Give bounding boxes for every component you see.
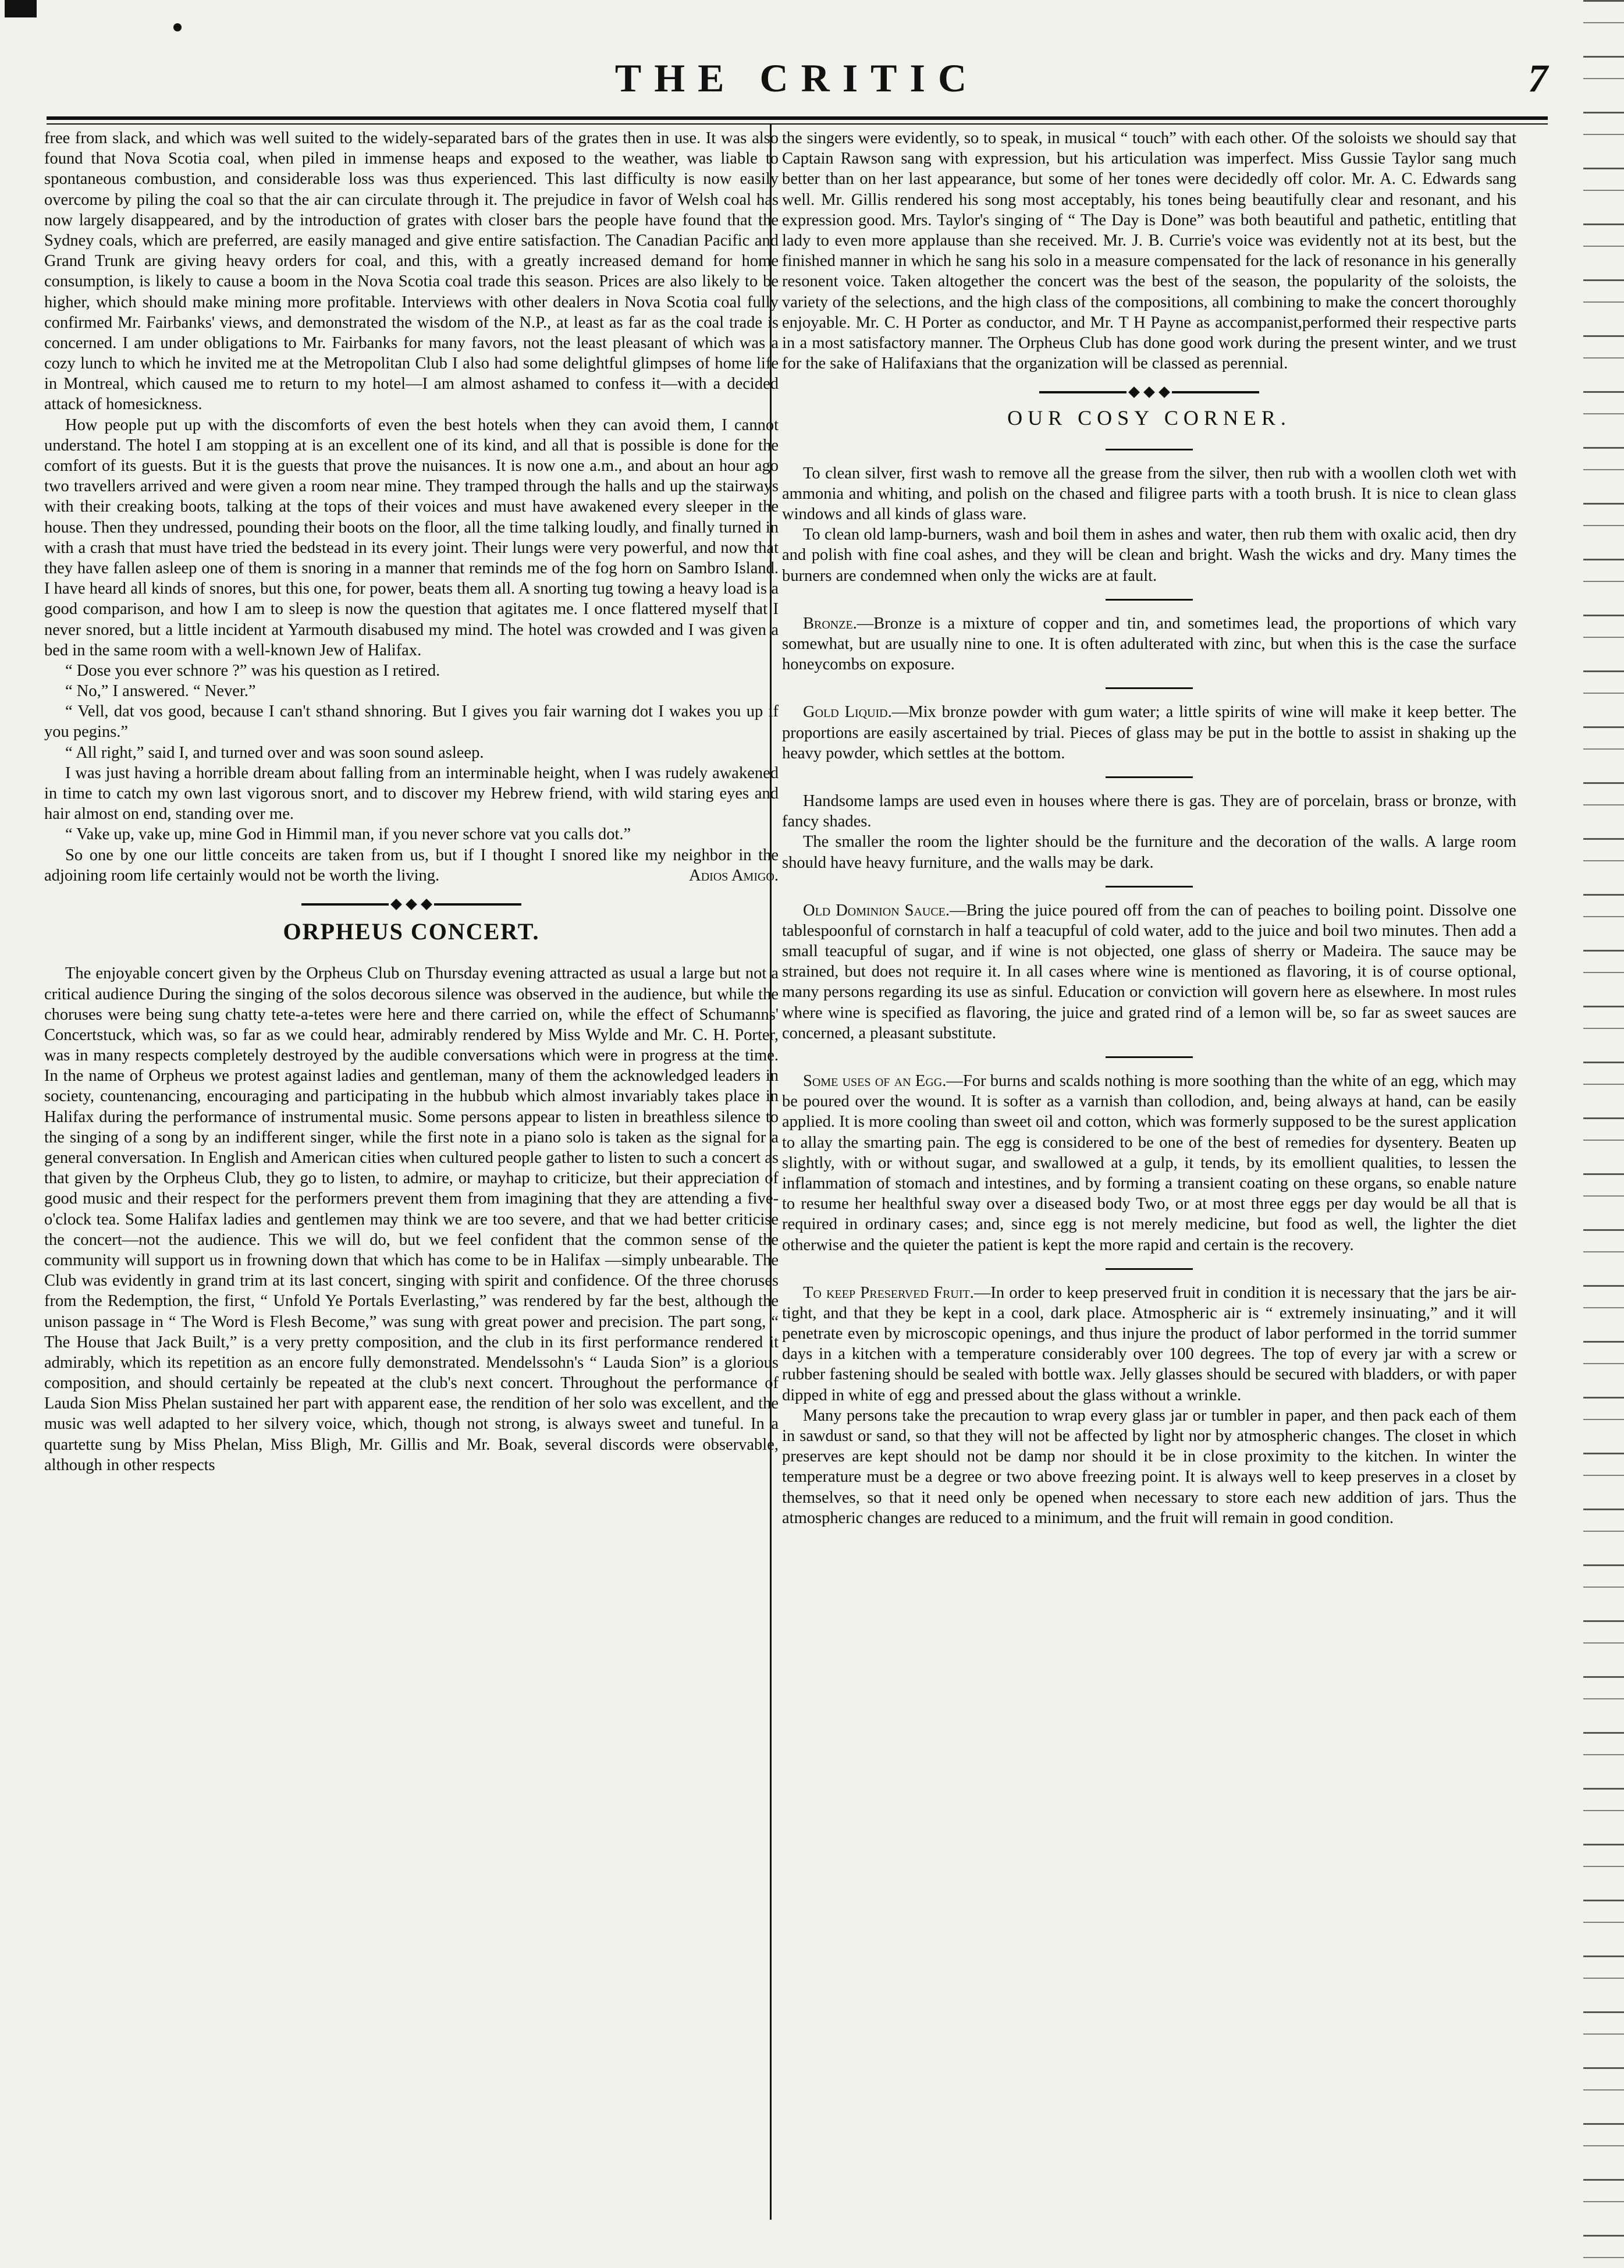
corner-print-mark xyxy=(5,0,37,17)
left-column xyxy=(44,128,779,2223)
masthead xyxy=(47,55,1548,108)
cosy-item-paragraph: The smaller the room the lighter should be the furniture and the decoration of the walls. A large room should have heavy furniture, and the walls may be dark. xyxy=(782,833,1516,872)
cosy-item-lamps-rooms xyxy=(782,791,1516,873)
cosy-item-bronze xyxy=(782,613,1516,675)
cosy-item-lead: To keep Preserved Fruit. xyxy=(803,1283,974,1302)
hotel-letter-closing: So one by one our little conceits are taken from us, but if I thought I snored like my neighbor in the adjoining room life certainly would not be worth the living. xyxy=(44,846,779,885)
cosy-item-paragraph: To clean old lamp-burners, wash and boil them in ashes and water, then rub them with oxalic acid, then dry and polish with fine coal ashes, and they will be clean and bright. Wash the wicks and dry. Many times the burners are condemned when only the wicks are at fault. xyxy=(782,526,1516,585)
orpheus-continuation: the singers were evidently, so to speak, in musical “ touch” with each other. Of the soloists we should say that Captain Rawson sang with expression, but his articulation was imperfect. Miss Gussie Taylor sang much better than on her last appearance, but some of her tones were decidedly off color. Mr. A. C. Edwards sang well. Mr. Gillis rendered his song most acceptably, his tones being beautifully clear and resonant, and his expression good. Mrs. Taylor's singing of “ The Day is Done” was both beautiful and pathetic, entitling that lady to even more applause than she received. Mr. J. B. Currie's voice was evidently not at its best, but the finished manner in which he sang his solo in a measure compensated for the lack of resonance in his generally resonent voice. Taken altogether the concert was the best of the season, the popularity of the soloists, the variety of the selections, and the high class of the compositions, all combining to make the concert thoroughly enjoyable. Mr. C. H Porter as conductor, and Mr. T H Payne as accompanist,performed their respective parts in a most satisfactory manner. The Orpheus Club has done good work during the present winter, and we trust for the sake of Halifaxians that the organization will be classed as perennial. xyxy=(782,129,1516,373)
cosy-item-paragraph xyxy=(782,613,1516,675)
short-rule xyxy=(1106,776,1193,778)
cosy-item-paragraph xyxy=(782,900,1516,1044)
hotel-letter-paragraph: “ No,” I answered. “ Never.” xyxy=(65,682,256,701)
cosy-item-paragraph: To clean silver, first wash to remove all the grease from the silver, then rub with a woollen cloth wet with ammonia and whiting, and polish on the chased and filigree parts with a tooth brush. It is nice to clean glass windows and all kinds of glass ware. xyxy=(782,464,1516,524)
orpheus-concert-heading: ORPHEUS CONCERT. xyxy=(283,918,540,945)
cosy-item-paragraph xyxy=(782,1071,1516,1255)
hotel-letter-paragraph: “ All right,” said I, and turned over and was soon sound asleep. xyxy=(65,743,484,762)
section-ornament xyxy=(782,386,1516,398)
hotel-letter-paragraph: How people put up with the discomforts of even the best hotels when they can avoid them, I cannot understand. The hotel I am stopping at is an excellent one of its kind, and all that is possible is done for the comfort of its guests. But it is the guests that prove the nuisances. It is now one a.m., and about an hour ago two travellers arrived and were given a room near mine. They tramped through the halls and up the stairways with their creaking boots, talking at the tops of their voices and must have awakened every sleeper in the house. Then they undressed, pounding their boots on the floor, all the time talking loudly, and finally turned in with a crash that must have tried the bedstead in its every joint. Their lungs were very powerful, and now that they have fallen asleep one of them is snoring in a manner that reminds me of the fog horn on Sambro Island. I have heard all kinds of snores, but this one, for power, beats them all. A snorting tug towing a heavy load is a good comparison, and how I am to sleep is now the question that agitates me. I once flattered myself that I never snored, but a little incident at Yarmouth disabused my mind. The hotel was crowded and I was given a bed in the same room with a well-known Jew of Halifax. xyxy=(44,416,779,659)
cosy-corner-heading: OUR COSY CORNER. xyxy=(1007,406,1291,430)
cosy-item-paragraph: Handsome lamps are used even in houses where there is gas. They are of porcelain, brass or bronze, with fancy shades. xyxy=(782,792,1516,831)
hotel-letter-paragraph xyxy=(44,845,779,886)
cosy-item-text: —For burns and scalds nothing is more soothing than the white of an egg, which may be poured over the wound. It is softer as a varnish than collodion, and, being always at hand, can be easily applied. It is more cooling than sweet oil and cotton, which was formerly supposed to be the surest application to allay the smarting pain. The egg is considered to be one of the best of remedies for dysentery. Beaten up slightly, with or without sugar, and swallowed at a gulp, it tends, by its emollient qualities, to lessen the inflammation of stomach and intestines, and by forming a transient coating on these organs, so enable nature to resume her healthful sway over a diseased body Two, or at most three eggs per day would be all that is required in ordinary cases; and, since egg is not merely medicine, but food as well, the lighter the diet otherwise and the quieter the patient is kept the more rapid and certain is the recovery. xyxy=(782,1072,1516,1254)
short-rule xyxy=(1106,599,1193,601)
cosy-item-preserved-fruit xyxy=(782,1283,1516,1528)
hotel-letter-paragraph: “ Dose you ever schnore ?” was his question as I retired. xyxy=(65,661,440,680)
cosy-item-paragraph xyxy=(782,702,1516,764)
short-rule xyxy=(1106,1268,1193,1270)
cosy-item-egg xyxy=(782,1071,1516,1255)
cosy-item-lead: Bronze. xyxy=(803,614,857,633)
hotel-letter-paragraph: “ Vell, dat vos good, because I can't sthand shnoring. But I gives you fair warning dot I wakes you up if you pegins.” xyxy=(44,702,779,741)
cosy-item-lead: Gold Liquid. xyxy=(803,703,892,722)
cosy-item-paragraph: Many persons take the precaution to wrap every glass jar or tumbler in paper, and then pack each of them in sawdust or sand, so that they will not be affected by light nor by atmospheric changes. The closet in which preserves are kept should not be damp nor should it be in close proximity to the kitchen. In winter the temperature must be a degree or two above freezing point. It is always well to keep preserves in a closet by themselves, so that it need only be opened when necessary to store each new addition of jars. Thus the atmospheric changes are reduced to a minimum, and the fruit will remain in good condition. xyxy=(782,1406,1516,1527)
print-dot-mark xyxy=(173,23,182,31)
cosy-item-text: —In order to keep preserved fruit in condition it is necessary that the jars be air-tight, and that they be kept in a cool, dark place. Atmospheric air is “ extremely insinuating,” and it will penetrate even by microscopic openings, and thus injure the product of labor performed in the torrid summer days in a kitchen with a temperature considerably over 100 degrees. The top of every jar with a screw or rubber fastening should be sealed with bottle wax. Jelly glasses should be secured with bladders, or with paper dipped in white of egg and pressed about the glass without a wrinkle. xyxy=(782,1283,1516,1404)
short-rule xyxy=(1106,449,1193,450)
short-rule xyxy=(1106,1056,1193,1058)
section-ornament xyxy=(44,899,779,910)
masthead-rule xyxy=(47,116,1548,120)
cosy-item-old-dominion-sauce xyxy=(782,900,1516,1044)
page-edge-scan-artifact xyxy=(1583,0,1624,2268)
cosy-item-text: —Mix bronze powder with gum water; a little spirits of wine will make it keep better. The proportions are easily ascertained by trial. Pieces of glass may be put in the bottle to assist in shaking up the heavy powder, which settles at the bottom. xyxy=(782,703,1516,762)
short-rule xyxy=(1106,687,1193,689)
cosy-item-paragraph xyxy=(782,1283,1516,1405)
cosy-item-text: —Bronze is a mixture of copper and tin, and sometimes lead, the proportions of which vary somewhat, but are usually nine to one. It is often adulterated with zinc, but when this is the case the surface honeycombs on exposure. xyxy=(782,614,1516,674)
cosy-item-lead: Some uses of an Egg. xyxy=(803,1072,947,1091)
cosy-item-gold-liquid xyxy=(782,702,1516,764)
signature: Adios Amigo. xyxy=(689,866,779,885)
cosy-item-text: —Bring the juice poured off from the can of peaches to boiling point. Dissolve one tablespoonful of cornstarch in half a teacupful of cold water, add to the juice and boil two minutes. Then add a small teacupful of sugar, and if wine is not objected, one glass of sherry or Madeira. The sauce may be strained, but does not require it. In all cases where wine is mentioned as flavoring, it is of course optional, many persons regarding its use as sinful. Education or conviction will govern here as elsewhere. In most rules where wine is specified as flavoring, the juice and grated rind of a lemon will be, so far as sweet sauces are concerned, a pleasant substitute. xyxy=(782,901,1516,1042)
hotel-letter-paragraph: I was just having a horrible dream about falling from an interminable height, when I was rudely awakened in time to catch my own last vigorous snort, and to discover my Hebrew friend, with wild staring eyes and hair almost on end, standing over me. xyxy=(44,764,779,824)
cosy-item-silver xyxy=(782,463,1516,586)
short-rule xyxy=(1106,886,1193,888)
cosy-item-lead: Old Dominion Sauce. xyxy=(803,901,950,920)
hotel-letter-paragraph: “ Vake up, vake up, mine God in Himmil man, if you never schore vat you calls dot.” xyxy=(65,825,631,844)
masthead-title: THE CRITIC xyxy=(614,56,980,100)
hotel-letter-paragraph: free from slack, and which was well suited to the widely-separated bars of the grates then in use. It was also found that Nova Scotia coal, when piled in immense heaps and exposed to the weather, was liable to spontaneous combustion, and considerable loss was thus experienced. This last difficulty is now easily overcome by piling the coal so that the air can circulate through it. The prejudice in favor of Welsh coal has now largely disappeared, and by the introduction of grates with closer bars the people have found that the Sydney coals, which are preferred, are easily managed and give entire satisfaction. The Canadian Pacific and Grand Trunk are giving heavy orders for coal, and this, with a greatly increased demand for home consumption, is likely to cause a boom in the Nova Scotia coal trade this season. Prices are also likely to be higher, which should make mining more profitable. Interviews with other dealers in Nova Scotia coal fully confirmed Mr. Fairbanks' views, and demonstrated the wisdom of the N.P., at least as far as the coal trade is concerned. I am under obligations to Mr. Fairbanks for many favors, not the least pleasant of which was a cozy lunch to which he invited me at the Metropolitan Club I also had some delightful glimpses of home life in Montreal, which caused me to return to my hotel—I am almost ashamed to confess it—with a decided attack of homesickness. xyxy=(44,129,779,414)
page-number: 7 xyxy=(1528,56,1548,100)
right-column xyxy=(782,128,1516,2223)
orpheus-paragraph: The enjoyable concert given by the Orpheus Club on Thursday evening attracted as usual a large but not a critical audience During the singing of the solos decorous silence was observed in the audience, but while the choruses were being sung chatty tete-a-tetes were here and there carried on, while the effect of Schumanns' Concertstuck, which was, so far as we could hear, admirably rendered by Miss Wylde and Mr. C. H. Porter, was in many respects completely destroyed by the audible conversations which were in progress at the time. In the name of Orpheus we protest against ladies and gentleman, many of them the acknowledged leaders in society, countenancing, encouraging and participating in the hubbub which almost invariably takes place in Halifax during the performance of instrumental music. Some persons appear to listen in breathless silence to the singing of a song by an indifferent singer, while the first note in a piano solo is taken as the signal for a general conversation. In English and American cities when cultured people gather to listen to such a concert as that given by the Orpheus Club, they go to listen, to admire, or mayhap to criticize, but their appreciation of good music and their respect for the performers prevent them from imagining that they are attending a five-o'clock tea. Some Halifax ladies and gentlemen may think we are too severe, and that we had better criticise the concert—not the audience. This we will do, but we feel confident that the common sense of the community will support us in frowning down that which has come to be in Halifax —simply unbearable. The Club was evidently in grand trim at its last concert, singing with spirit and confidence. Of the three choruses from the Redemption, the first, “ Unfold Ye Portals Everlasting,” was rendered by far the best, although the unison passage in “ The Word is Flesh Become,” was sung with great power and precision. The part song, “ The House that Jack Built,” is a very pretty composition, and the club in its first performance rendered it admirably, which its repetition as an encore fully demonstrated. Mendelssohn's “ Lauda Sion” is a glorious composition, and should certainly be repeated at the club's next concert. Throughout the performance of Lauda Sion Miss Phelan sustained her part with apparent ease, the rendition of her solo was excellent, and the music was well adapted to her silvery voice, which, though not strong, is always sweet and tuneful. In a quartette sung by Miss Phelan, Miss Bligh, Mr. Gillis and Mr. Boak, several discords were observable, although in other respects xyxy=(44,964,779,1474)
masthead-rule-thin xyxy=(47,123,1548,125)
